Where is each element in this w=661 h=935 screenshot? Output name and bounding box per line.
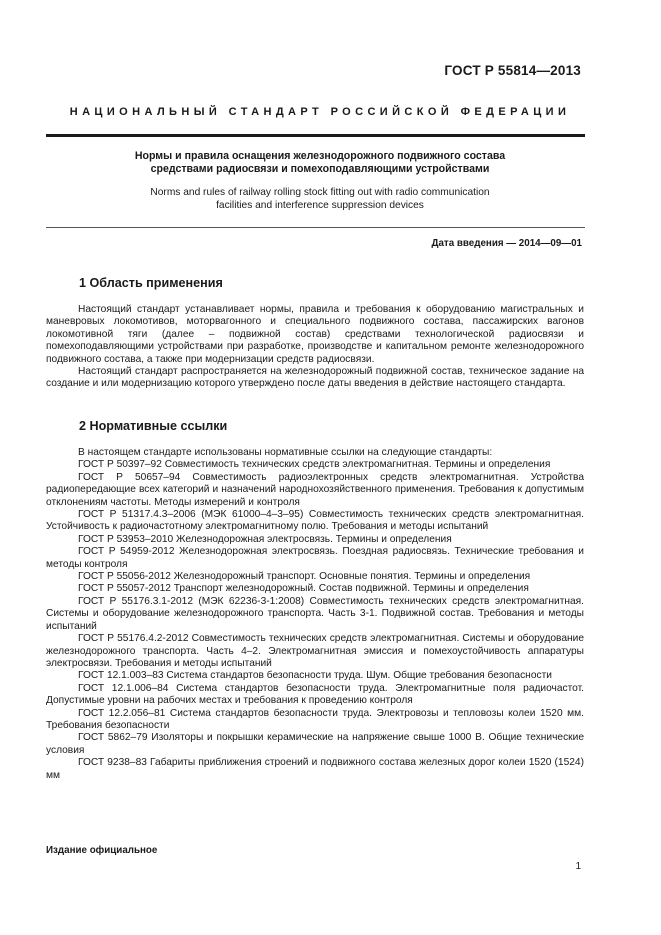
title-ru-line: средствами радиосвязи и помехоподавляющими устройствами	[150, 163, 490, 175]
page-number: 1	[575, 861, 581, 872]
reference-item: ГОСТ Р 50397–92 Совместимость технических средств электромагнитная. Термины и определения	[78, 459, 551, 471]
paragraph: Настоящий стандарт устанавливает нормы, правила и требования к оборудованию магистральных и маневровых локомотивов, моторвагонного и специального подвижного состава, пассажирских вагонов локомотивной тяги (далее – подвижной состав) средствами технологической радиосвязи и помехоподавляющими устройствами при разработке, производстве и капитальном ремонте железнодорожного подвижного состава, а также при модернизации средств радиосвязи.	[46, 304, 584, 365]
intro-date: Дата введения — 2014—09—01	[431, 238, 582, 249]
reference-item: ГОСТ 12.1.003–83 Система стандартов безопасности труда. Шум. Общие требования безопасности	[78, 670, 552, 682]
reference-item: ГОСТ Р 53953–2010 Железнодорожная электросвязь. Термины и определения	[78, 533, 452, 545]
title-en-line: Norms and rules of railway rolling stock fitting out with radio communication	[150, 187, 490, 198]
reference-item: ГОСТ Р 54959-2012 Железнодорожная электросвязь. Поездная радиосвязь. Технические требования и методы контроля	[46, 546, 584, 570]
edition-label: Издание официальное	[46, 845, 158, 856]
section-scope-body	[46, 304, 584, 391]
reference-item: ГОСТ Р 55056-2012 Железнодорожный транспорт. Основные понятия. Термины и определения	[78, 571, 531, 583]
document-number: ГОСТ Р 55814—2013	[444, 63, 581, 78]
reference-item: ГОСТ 12.2.056–81 Система стандартов безопасности труда. Электровозы и тепловозы колеи 1520 мм. Требования безопасности	[46, 707, 584, 731]
section-references-body	[46, 447, 584, 782]
reference-item: ГОСТ Р 50657–94 Совместимость радиоэлектронных средств электромагнитная. Устройства радиопередающие всех категорий и назначений народнохозяйственного применения. Требования к допустимым отклонениям частоты. Методы измерений и контроля	[46, 471, 584, 508]
reference-item: ГОСТ Р 55057-2012 Транспорт железнодорожный. Состав подвижной. Термины и определения	[78, 583, 529, 595]
document-title-en	[60, 186, 580, 212]
reference-item: ГОСТ Р 55176.4.2-2012 Совместимость технических средств электромагнитная. Системы и оборудование железнодорожного транспорта. Часть 4–2. Электромагнитная эмиссия и помехоустойчивость аппаратуры электросвязи. Требования и методы испытаний	[46, 633, 584, 669]
reference-item: ГОСТ 12.1.006–84 Система стандартов безопасности труда. Электромагнитные поля радиочастот. Допустимые уровни на рабочих местах и требования к проведению контроля	[46, 682, 584, 707]
title-divider	[46, 227, 585, 228]
section-heading-references: 2 Нормативные ссылки	[79, 419, 228, 433]
reference-item: ГОСТ Р 55176.3.1-2012 (МЭК 62236-3-1:2008) Совместимость технических средств электромагнитная. Системы и оборудование железнодорожного транспорта. Часть 3-1. Подвижной состав. Требования и методы испытаний	[46, 595, 584, 632]
reference-item: ГОСТ 9238–83 Габариты приближения строений и подвижного состава железных дорог колеи 1520 (1524) мм	[46, 757, 584, 781]
paragraph: Настоящий стандарт распространяется на железнодорожный подвижной состав, техническое задание на создание и или модернизацию которого утверждено после даты введения в действие настоящего стандарта.	[46, 366, 584, 390]
standard-banner: НАЦИОНАЛЬНЫЙ СТАНДАРТ РОССИЙСКОЙ ФЕДЕРАЦИИ	[69, 106, 571, 118]
title-en-line: facilities and interference suppression devices	[216, 200, 424, 211]
section-heading-scope: 1 Область применения	[79, 276, 223, 290]
references-lead: В настоящем стандарте использованы нормативные ссылки на следующие стандарты:	[78, 447, 493, 458]
banner-divider	[46, 134, 585, 137]
reference-item: ГОСТ 5862–79 Изоляторы и покрышки керамические на напряжение свыше 1000 В. Общие технические условия	[46, 732, 584, 756]
title-ru-line: Нормы и правила оснащения железнодорожного подвижного состава	[134, 150, 506, 162]
reference-item: ГОСТ Р 51317.4.3–2006 (МЭК 61000–4–3–95) Совместимость технических средств электромагнитная. Устойчивость к радиочастотному электромагнитному полю. Требования и методы испытаний	[46, 509, 584, 533]
document-title-ru	[60, 150, 580, 176]
